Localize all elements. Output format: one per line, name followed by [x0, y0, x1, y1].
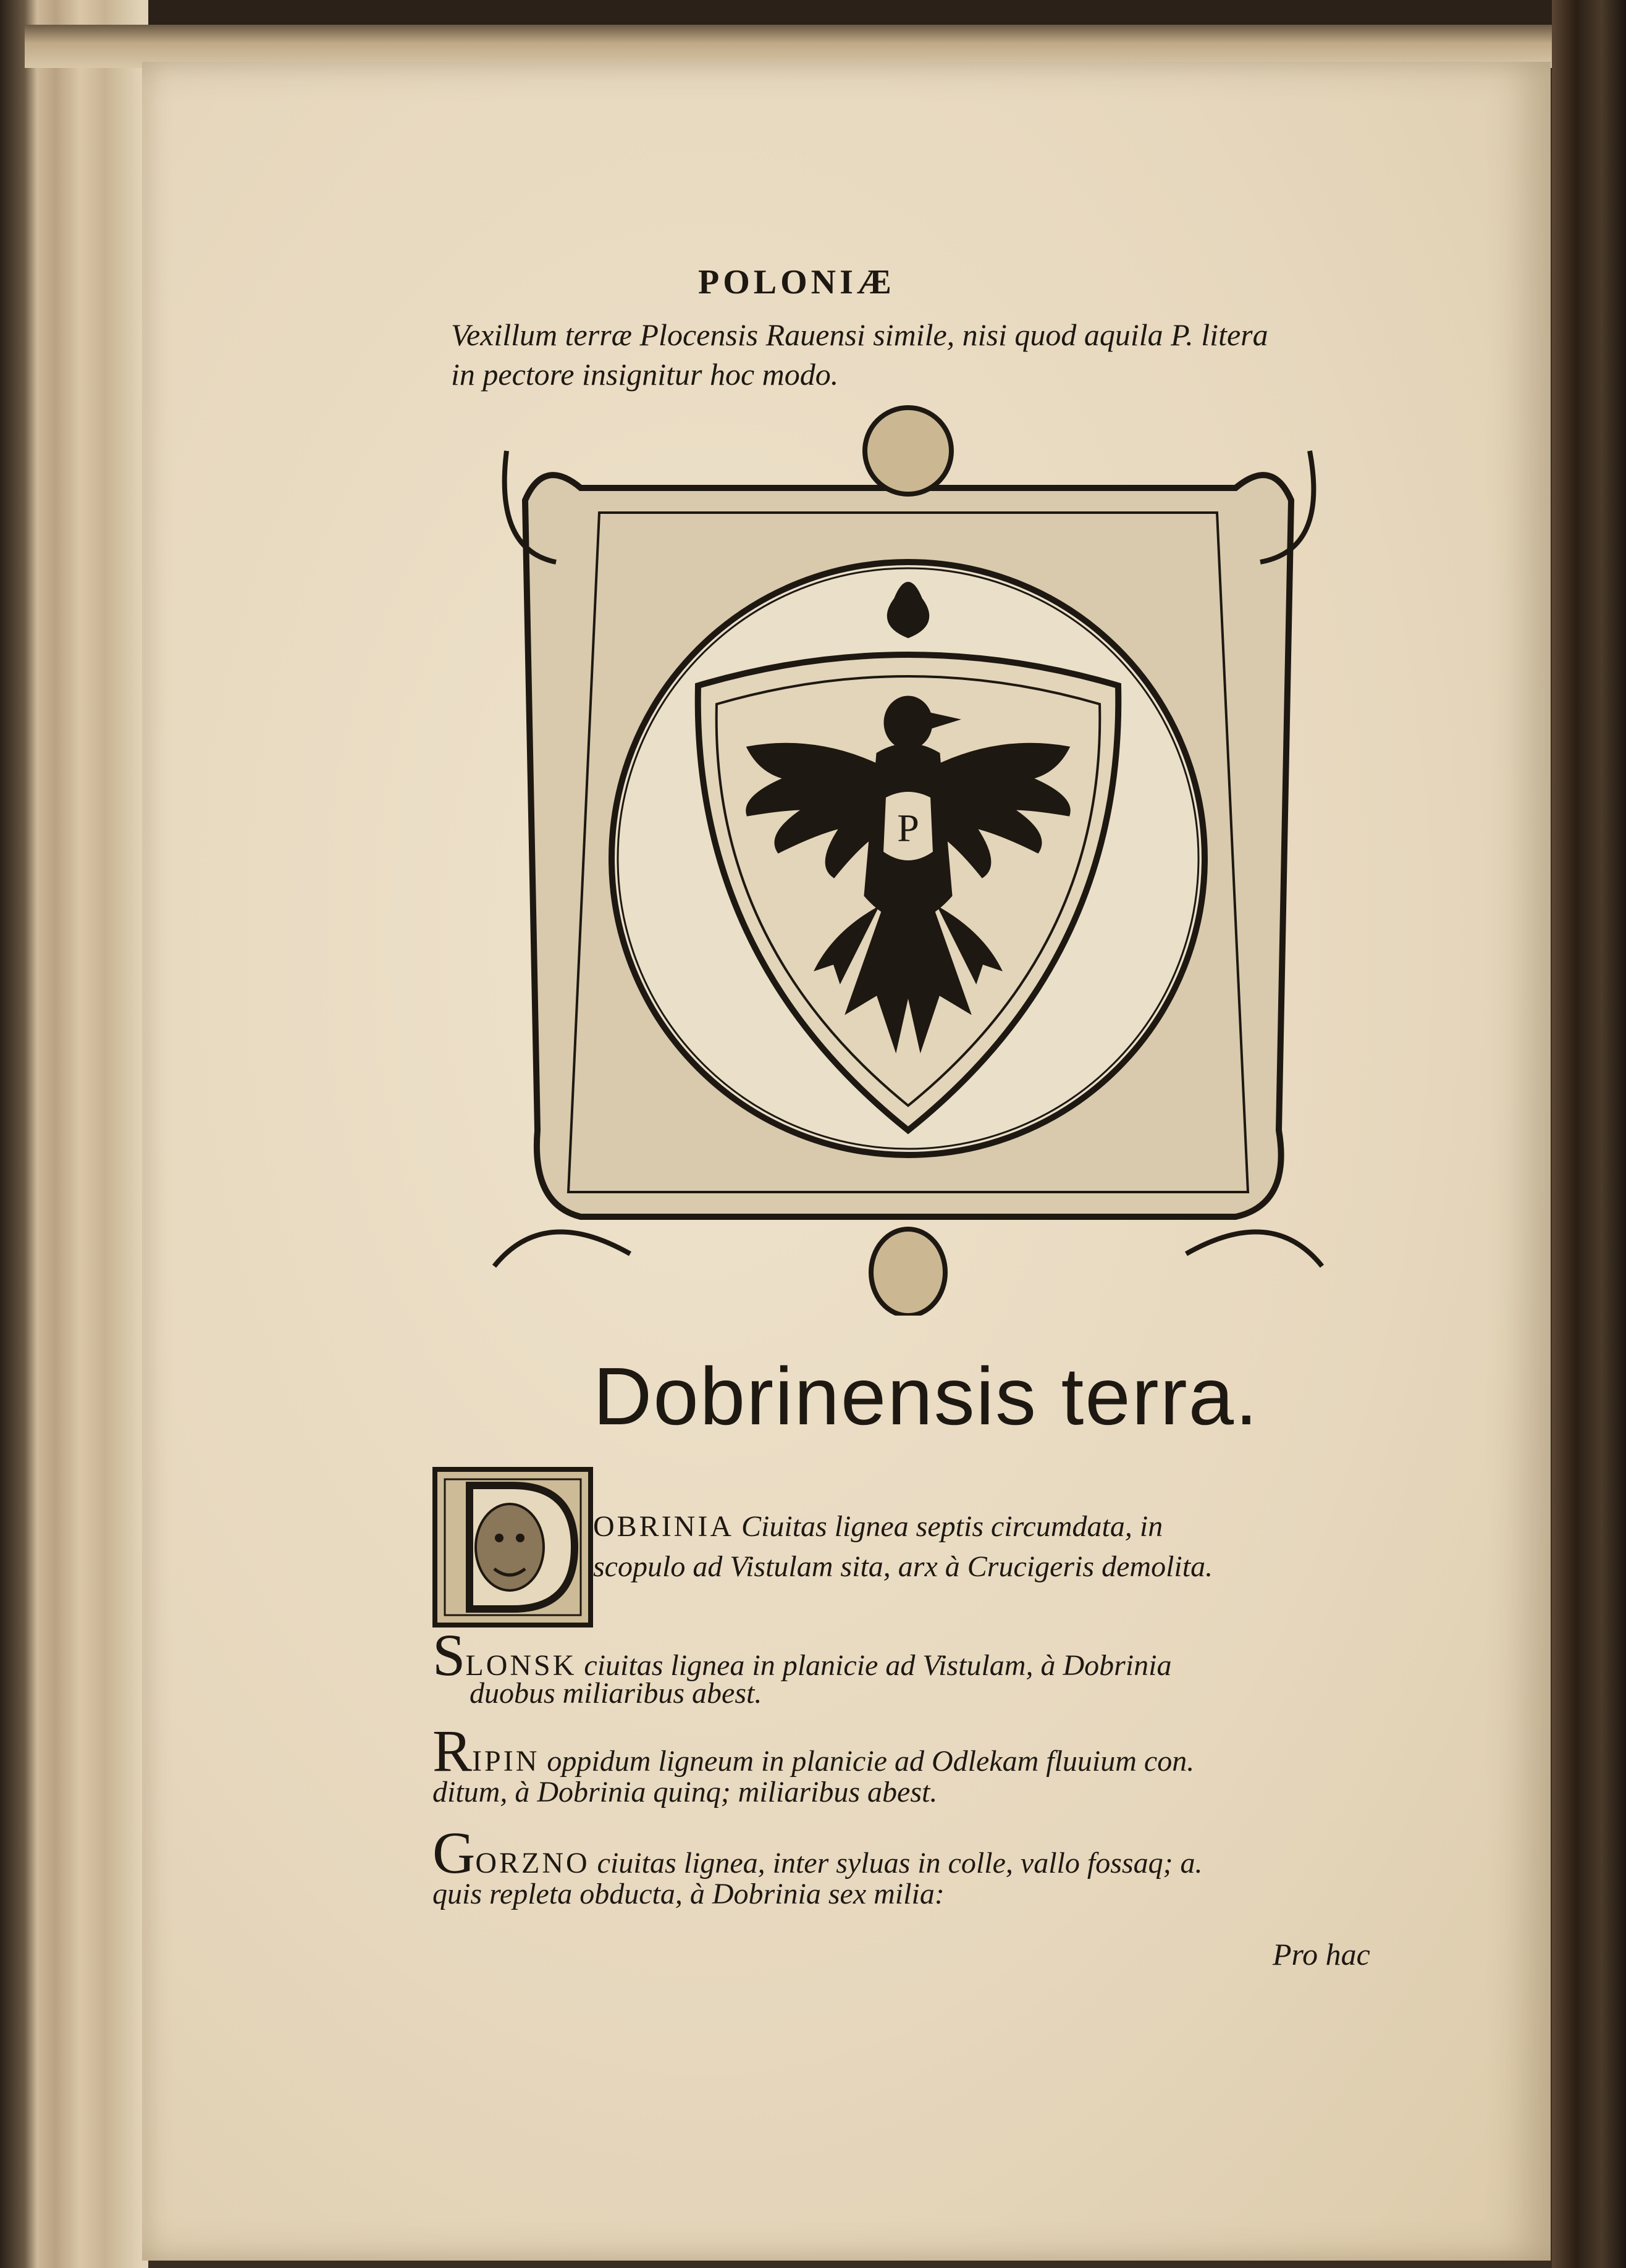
entry-dobrinia-name: OBRINIA — [593, 1510, 734, 1543]
entry-ripin-text-1: oppidum ligneum in planicie ad Odlekam fluuium con. — [547, 1745, 1195, 1778]
entry-slonsk-text-1: ciuitas lignea in planicie ad Vistulam, à Dobrinia — [584, 1649, 1172, 1682]
catchword: Pro hac — [1273, 1937, 1370, 1972]
coat-of-arms-woodcut — [470, 401, 1347, 1316]
facing-page-edge — [1552, 0, 1626, 2268]
entry-dobrinia-text-1: Ciuitas lignea septis circumdata, in — [741, 1510, 1163, 1543]
entry-ripin-line-2: ditum, à Dobrinia quinq; miliaribus abest. — [432, 1776, 938, 1808]
entry-gorzno-initial: G — [432, 1820, 476, 1886]
entry-ripin-initial: R — [432, 1718, 473, 1784]
running-title: POLONIÆ — [698, 263, 895, 301]
decorated-initial-d — [432, 1467, 593, 1628]
entry-gorzno-text-1: ciuitas lignea, inter syluas in colle, vallo fossaq; a. — [597, 1847, 1203, 1880]
entry-gorzno-line-2: quis repleta obducta, à Dobrinia sex milia: — [432, 1878, 945, 1910]
page-stack-edge — [0, 0, 148, 2268]
intro-line-2: in pectore insignitur hoc modo. — [451, 357, 839, 392]
section-title: Dobrinensis terra. — [593, 1351, 1259, 1442]
entry-slonsk-name: LONSK — [465, 1649, 577, 1682]
entry-slonsk-initial: S — [432, 1622, 466, 1688]
entry-ripin-name: IPIN — [472, 1745, 540, 1778]
entry-dobrinia-line-1 — [593, 1507, 1163, 1547]
shield-letter: P — [897, 806, 919, 850]
intro-line-1: Vexillum terræ Plocensis Rauensi simile, nisi quod aquila P. litera — [451, 317, 1268, 352]
entry-gorzno-name: ORZNO — [475, 1847, 590, 1880]
entry-slonsk-line-2: duobus miliaribus abest. — [470, 1677, 762, 1710]
entry-dobrinia-line-2: scopulo ad Vistulam sita, arx à Crucigeris demolita. — [593, 1550, 1213, 1583]
